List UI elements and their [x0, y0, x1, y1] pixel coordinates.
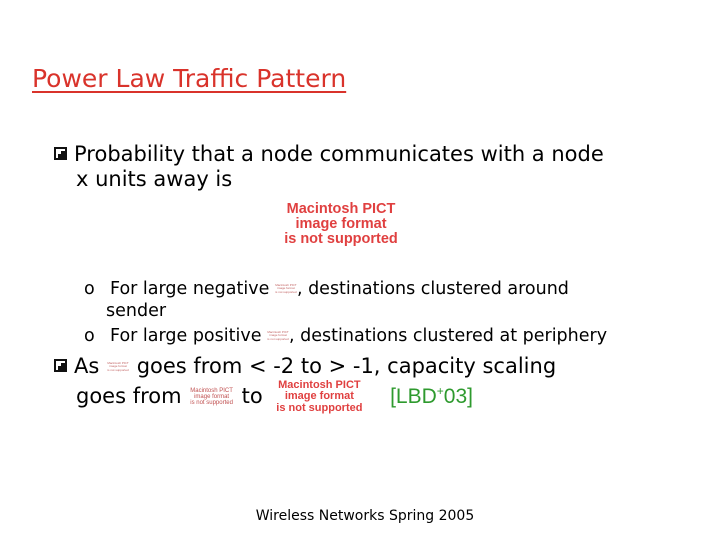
checkbox-bullet-icon: [54, 147, 67, 160]
citation: [LBD+03]: [390, 384, 473, 408]
sub-bullet-marker: o: [84, 326, 95, 346]
sub-bullet-marker: o: [84, 279, 95, 299]
bullet-line1: Probability that a node communicates with a node: [74, 142, 604, 166]
slide-footer: Wireless Networks Spring 2005: [255, 508, 475, 524]
pict-placeholder-from: Macintosh PICT image format is not supported: [190, 387, 233, 407]
sub-bullet-positive: o For large positive Macintosh PICT image format is not supported, destinations clustered at periphery: [84, 326, 608, 346]
bullet-line2: x units away is: [76, 167, 233, 191]
pict-placeholder-to: Macintosh PICT image format is not supported: [276, 378, 363, 414]
checkbox-bullet-icon: [54, 359, 67, 372]
bullet-probability: [54, 142, 604, 192]
slide-title: Power Law Traffic Pattern: [32, 64, 347, 93]
pict-placeholder-inline: Macintosh PICT image format is not supported: [275, 283, 297, 294]
pict-placeholder-formula: Macintosh PICT image format is not supported: [284, 201, 398, 248]
bullet-capacity: As Macintosh PICT image format is not supported goes from < -2 to > -1, capacity scaling goes from Macintosh PICT image format is not supported to Macintosh PICT image format is not supported [LBD+03]: [54, 354, 556, 414]
sub-bullet-negative: o For large negative Macintosh PICT image format is not supported, destinations clustered around sender: [84, 279, 569, 321]
pict-placeholder-inline: Macintosh PICT image format is not supported: [267, 330, 289, 341]
pict-placeholder-alpha: Macintosh PICT image format is not supported: [107, 361, 129, 372]
